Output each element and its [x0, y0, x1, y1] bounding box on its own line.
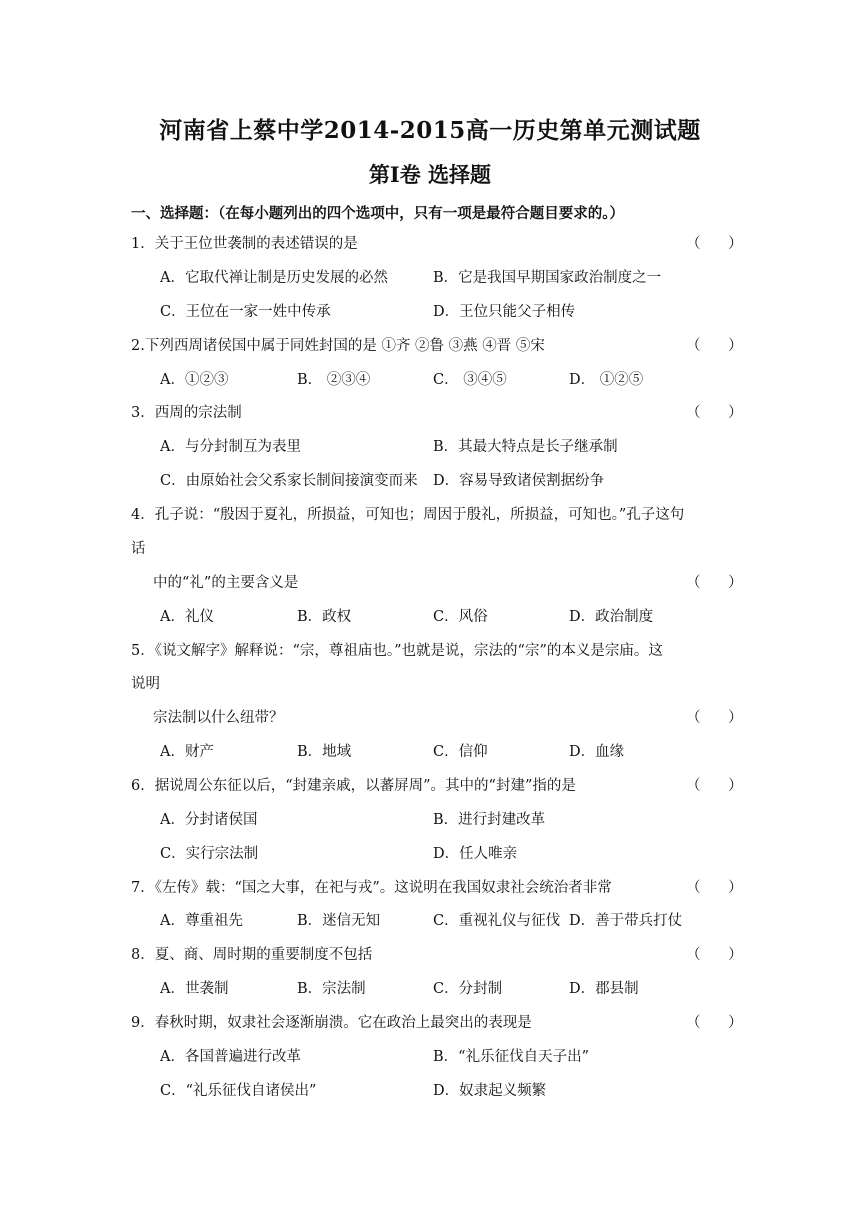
option: A．它取代禅让制是历史发展的必然: [160, 270, 388, 286]
question-5-stem-wrap: 说明: [131, 676, 160, 692]
answer-paren: （ ）: [686, 236, 743, 252]
answer-paren: （ ）: [686, 778, 743, 794]
option: C．重视礼仪与征伐: [433, 913, 561, 929]
question-1-stem: 1．关于王位世袭制的表述错误的是: [131, 236, 358, 252]
question-5-stem-cont: 宗法制以什么纽带？: [153, 710, 284, 726]
option: A．尊重祖先: [160, 913, 243, 929]
option: A．财产: [160, 744, 214, 760]
option: D．政治制度: [569, 609, 654, 625]
option: B．地域: [297, 744, 352, 760]
option: A．各国普遍进行改革: [160, 1049, 301, 1065]
page-subtitle: 第Ⅰ卷 选择题: [368, 162, 492, 187]
option: D．奴隶起义频繁: [433, 1083, 547, 1099]
option: B． ②③④: [297, 372, 371, 388]
question-4-stem-wrap: 话: [131, 541, 146, 557]
option: D．任人唯亲: [433, 846, 518, 862]
option: C．“礼乐征伐自诸侯出”: [160, 1083, 317, 1099]
option: C． ③④⑤: [433, 372, 507, 388]
option: B．政权: [297, 609, 352, 625]
option: C．实行宗法制: [160, 846, 259, 862]
question-3-stem: 3．西周的宗法制: [131, 405, 242, 421]
option: C．由原始社会父系家长制间接演变而来: [160, 473, 418, 489]
option: D．血缘: [569, 744, 625, 760]
question-6-stem: 6．据说周公东征以后，“封建亲戚，以蕃屏周”。其中的“封建”指的是: [131, 778, 576, 794]
option: A．与分封制互为表里: [160, 439, 301, 455]
option: D．郡县制: [569, 981, 639, 997]
answer-paren: （ ）: [686, 947, 743, 963]
question-4-stem-cont: 中的“礼”的主要含义是: [153, 575, 299, 591]
option: C．王位在一家一姓中传承: [160, 304, 331, 320]
page-title: 河南省上蔡中学2014-2015高一历史第单元测试题: [159, 117, 701, 144]
answer-paren: （ ）: [686, 405, 743, 421]
answer-paren: （ ）: [686, 338, 743, 354]
option: B．它是我国早期国家政治制度之一: [433, 270, 662, 286]
answer-paren: （ ）: [686, 575, 743, 591]
option: B．其最大特点是长子继承制: [433, 439, 618, 455]
answer-paren: （ ）: [686, 710, 743, 726]
option: B．迷信无知: [297, 913, 381, 929]
option: B．宗法制: [297, 981, 366, 997]
option: A．①②③: [160, 372, 229, 388]
question-2-stem: 2.下列西周诸侯国中属于同姓封国的是 ①齐 ②鲁 ③燕 ④晋 ⑤宋: [131, 338, 545, 354]
option: D．容易导致诸侯割据纷争: [433, 473, 605, 489]
question-7-stem: 7．《左传》载：“国之大事，在祀与戎”。这说明在我国奴隶社会统治者非常: [131, 880, 612, 896]
answer-paren: （ ）: [686, 880, 743, 896]
question-4-stem: 4．孔子说：“殷因于夏礼，所损益，可知也；周因于殷礼，所损益，可知也。”孔子这句: [131, 507, 685, 523]
question-8-stem: 8．夏、商、周时期的重要制度不包括: [131, 947, 373, 963]
question-5-stem: 5．《说文解字》解释说：“宗，尊祖庙也。”也就是说，宗法的“宗”的本义是宗庙。这: [131, 643, 663, 659]
option: A．分封诸侯国: [160, 812, 258, 828]
option: D． ①②⑤: [569, 372, 644, 388]
option: B．“礼乐征伐自天子出”: [433, 1049, 589, 1065]
option: A．礼仪: [160, 609, 214, 625]
option: D．善于带兵打仗: [569, 913, 683, 929]
question-9-stem: 9．春秋时期，奴隶社会逐渐崩溃。它在政治上最突出的表现是: [131, 1015, 532, 1031]
section-heading: 一、选择题：（在每小题列出的四个选项中，只有一项是最符合题目要求的。）: [131, 205, 624, 222]
option: C．风俗: [433, 609, 488, 625]
answer-paren: （ ）: [686, 1015, 743, 1031]
option: C．分封制: [433, 981, 503, 997]
option: D．王位只能父子相传: [433, 304, 576, 320]
option: A．世袭制: [160, 981, 229, 997]
option: C．信仰: [433, 744, 488, 760]
option: B．进行封建改革: [433, 812, 546, 828]
